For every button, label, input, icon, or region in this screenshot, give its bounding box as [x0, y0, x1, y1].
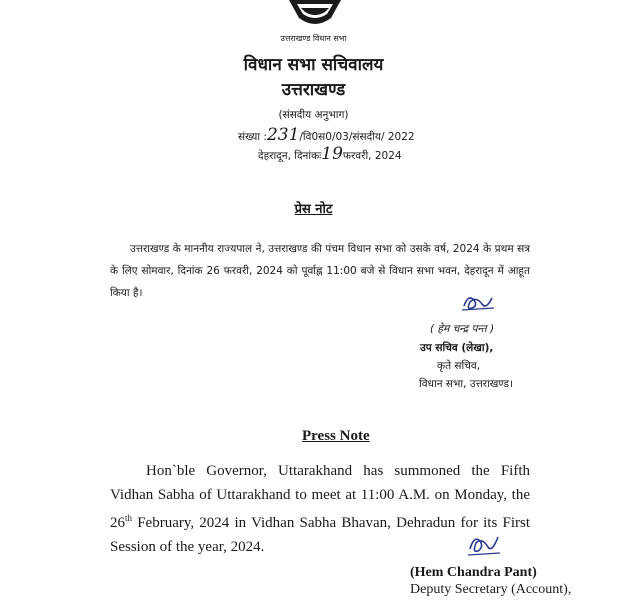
- english-body-part2: February, 2024 in Vidhan Sabha Bhavan, Dehradun for its First Session of the year, 2024.: [110, 515, 530, 555]
- section-name: (संसदीय अनुभाग): [278, 109, 349, 121]
- english-body-superscript: th: [125, 513, 133, 523]
- hindi-paragraph: उत्तराखण्ड के माननीय राज्यपाल ने, उत्तराखण्ड की पंचम विधान सभा को उसके वर्ष, 2024 के प्रथम सत्र के लिए सोमवार, दिनांक 26 फरवरी, 2024 को पूर्वाह्न 11:00 बजे से विधान सभा भवन, देहरादून में आहूत किया है।: [110, 243, 530, 299]
- reference-number: 231: [266, 125, 300, 145]
- document-title: विधान सभा सचिवालय: [243, 55, 384, 75]
- english-body-part1: Hon`ble Governor, Uttarakhand has summoned the Fifth Vidhan Sabha of Uttarakhand to meet at 11:00 A.M. on Monday, the 26: [110, 463, 530, 531]
- signature-icon: [462, 529, 504, 559]
- date-day: 19: [321, 144, 343, 164]
- date-prefix: देहरादून, दिनांकः: [258, 150, 322, 162]
- hindi-heading: प्रेस नोट: [294, 202, 333, 217]
- assembly-emblem-icon: [283, 0, 347, 30]
- reference-line: [238, 125, 415, 145]
- reference-suffix: /वि0स0/03/संसदीय/ 2022: [299, 131, 415, 143]
- document-subtitle: उत्तराखण्ड: [281, 80, 346, 100]
- date-suffix: फरवरी, 2024: [342, 150, 402, 162]
- reference-prefix: संख्या :: [238, 131, 267, 143]
- english-heading: Press Note: [302, 428, 370, 444]
- signature-icon: [458, 290, 498, 314]
- date-line: [258, 144, 402, 164]
- hindi-signatory-org: विधान सभा, उत्तराखण्ड।: [419, 378, 513, 390]
- hindi-signatory-for: कृते सचिव,: [437, 360, 481, 372]
- hindi-signatory-name: ( हेम चन्द्र पन्त ): [430, 323, 495, 335]
- hindi-signatory-designation: उप सचिव (लेखा),: [420, 342, 494, 354]
- logo-caption: उत्तराखण्ड विधान सभा: [280, 34, 347, 43]
- english-signatory-name: (Hem Chandra Pant): [410, 565, 537, 580]
- english-signatory-designation: Deputy Secretary (Account),: [410, 582, 572, 597]
